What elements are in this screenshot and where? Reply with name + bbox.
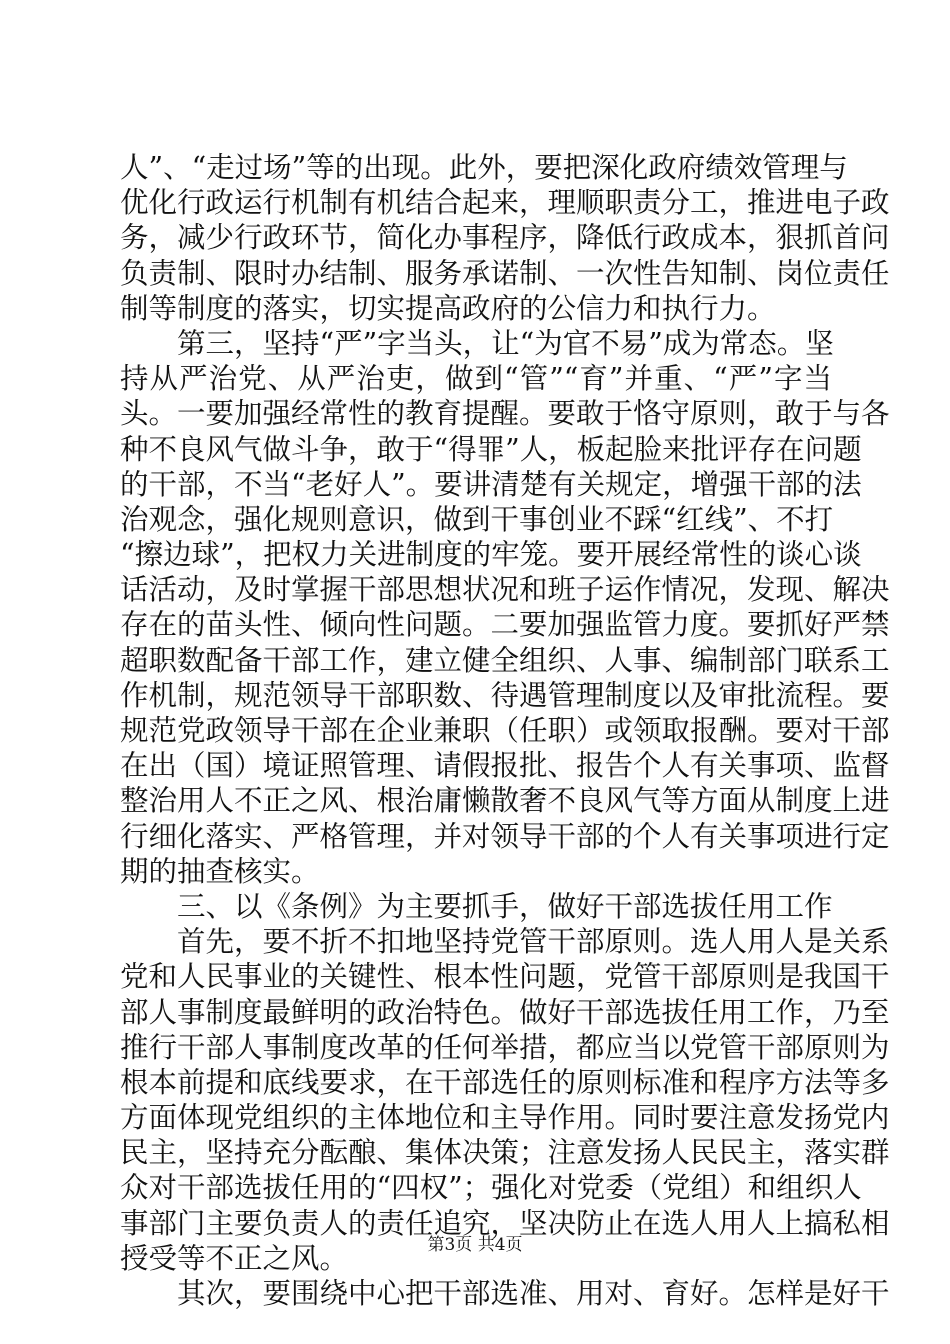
text-line: 负责制、限时办结制、服务承诺制、一次性告知制、岗位责任 xyxy=(120,256,890,290)
text-line: 其次，要围绕中心把干部选准、用对、育好。怎样是好干 xyxy=(120,1277,890,1310)
text-line: 人”、“走过场”等的出现。此外，要把深化政府绩效管理与 xyxy=(120,151,848,184)
text-line: 作机制，规范领导干部职数、待遇管理制度以及审批流程。要 xyxy=(120,678,890,712)
text-line: 的干部，不当“老好人”。要讲清楚有关规定，增强干部的法 xyxy=(120,467,862,501)
text-line: 期的抽查核实。 xyxy=(120,854,320,888)
page-footer: 第3页 共4页 xyxy=(427,1235,523,1255)
text-line: 超职数配备干部工作，建立健全组织、人事、编制部门联系工 xyxy=(120,643,890,677)
text-line: 首先，要不折不扣地坚持党管干部原则。选人用人是关系 xyxy=(120,925,890,959)
text-line: 方面体现党组织的主体地位和主导作用。同时要注意发扬党内 xyxy=(120,1101,890,1135)
text-line: 头。一要加强经常性的教育提醒。要敢于恪守原则，敢于与各 xyxy=(120,397,890,431)
body-text xyxy=(120,150,890,1311)
text-line: 第三，坚持“严”字当头，让“为官不易”成为常态。坚 xyxy=(120,326,834,360)
text-line: 在出（国）境证照管理、请假报批、报告个人有关事项、监督 xyxy=(120,749,890,783)
text-line: 众对干部选拔任用的“四权”；强化对党委（党组）和组织人 xyxy=(120,1171,862,1205)
text-line: 根本前提和底线要求，在干部选任的原则标准和程序方法等多 xyxy=(120,1065,890,1099)
text-line: 行细化落实、严格管理，并对领导干部的个人有关事项进行定 xyxy=(120,819,890,853)
text-line: 规范党政领导干部在企业兼职（任职）或领取报酬。要对干部 xyxy=(120,714,890,747)
text-line: “擦边球”，把权力关进制度的牢笼。要开展经常性的谈心谈 xyxy=(120,538,862,572)
text-line: 治观念，强化规则意识，做到干事创业不踩“红线”、不打 xyxy=(120,502,834,536)
text-line: 存在的苗头性、倾向性问题。二要加强监管力度。要抓好严禁 xyxy=(120,608,890,642)
text-line: 话活动，及时掌握干部思想状况和班子运作情况，发现、解决 xyxy=(120,573,890,607)
text-line: 党和人民事业的关键性、根本性问题，党管干部原则是我国干 xyxy=(120,960,890,994)
text-line: 推行干部人事制度改革的任何举措，都应当以党管干部原则为 xyxy=(120,1030,890,1064)
text-line: 务，减少行政环节，简化办事程序，降低行政成本，狠抓首问 xyxy=(120,221,890,255)
text-line: 整治用人不正之风、根治庸懒散奢不良风气等方面从制度上进 xyxy=(120,784,890,818)
text-line: 持从严治党、从严治吏，做到“管”“育”并重、“严”字当 xyxy=(120,362,832,396)
text-line: 授受等不正之风。 xyxy=(120,1241,349,1275)
text-line: 优化行政运行机制有机结合起来，理顺职责分工，推进电子政 xyxy=(120,186,890,220)
text-line: 种不良风气做斗争，敢于“得罪”人，板起脸来批评存在问题 xyxy=(120,432,862,466)
text-line: 制等制度的落实，切实提高政府的公信力和执行力。 xyxy=(120,291,776,325)
text-line: 事部门主要负责人的责任追究，坚决防止在选人用人上搞私相 xyxy=(120,1206,890,1240)
text-line: 民主，坚持充分酝酿、集体决策；注意发扬人民民主，落实群 xyxy=(120,1136,890,1170)
text-line: 部人事制度最鲜明的政治特色。做好干部选拔任用工作，乃至 xyxy=(120,995,890,1029)
text-line: 三、以《条例》为主要抓手，做好干部选拔任用工作 xyxy=(120,889,833,923)
